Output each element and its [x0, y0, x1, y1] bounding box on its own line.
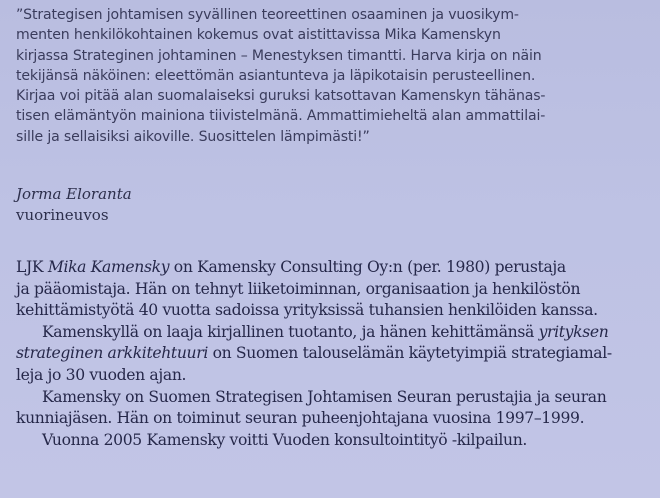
author-name: Mika Kamensky	[47, 258, 170, 276]
bio-line: ja pääomistaja. Hän on tehnyt liiketoiminnan, organisaation ja henkilöstön	[16, 279, 581, 298]
bio-text: LJK	[16, 258, 48, 276]
bio-line	[16, 257, 652, 279]
bio-line: Kamensky on Suomen Strategisen Johtamisen Seuran perustajia ja seuran	[42, 387, 607, 406]
bio-text: Kamenskyllä on laaja kirjallinen tuotanto, ja hänen kehittämänsä	[42, 322, 539, 341]
quote-line: tekijänsä näköinen: eleettömän asiantunteva ja läpikotaisin perusteellinen.	[16, 67, 536, 84]
quote-line: kirjassa Strateginen johtaminen – Menestyksen timantti. Harva kirja on näin	[16, 47, 542, 64]
bio-line	[16, 322, 652, 344]
bio-emphasis: strateginen arkkitehtuuri	[16, 344, 208, 363]
quote-line: sille ja sellaisiksi aikoville. Suosittelen lämpimästi!”	[16, 128, 370, 145]
quote-line: menten henkilökohtainen kokemus ovat aistittavissa Mika Kamenskyn	[16, 27, 501, 44]
bio-line: leja jo 30 vuoden ajan.	[16, 365, 187, 384]
bio-line	[16, 343, 652, 365]
quote-line: ”Strategisen johtamisen syvällinen teoreettinen osaaminen ja vuosikym-	[16, 7, 519, 23]
quote-line: tisen elämäntyön mainiona tiivistelmänä. Ammattimieheltä alan ammattilai-	[16, 108, 546, 125]
attribution-name: Jorma Eloranta	[16, 185, 132, 203]
quote-line: Kirjaa voi pitää alan suomalaiseksi guruksi katsottavan Kamenskyn tähänas-	[16, 88, 546, 105]
bio-text: on Kamensky Consulting Oy:n (per. 1980) perustaja	[169, 258, 566, 276]
bio-line: Vuonna 2005 Kamensky voitti Vuoden konsultointityö -kilpailun.	[42, 430, 528, 449]
bio-text: on Suomen talouselämän käytetyimpiä strategiamal-	[207, 344, 612, 363]
quote-attribution	[16, 184, 132, 226]
bio-line: kunniajäsen. Hän on toiminut seuran puheenjohtajana vuosina 1997–1999.	[16, 409, 585, 428]
author-biography	[16, 257, 652, 451]
testimonial-quote	[16, 5, 648, 147]
bio-emphasis: yrityksen	[538, 322, 609, 341]
bio-line: kehittämistyötä 40 vuotta sadoissa yrityksissä tuhansien henkilöiden kanssa.	[16, 301, 598, 320]
attribution-role: vuorineuvos	[16, 206, 109, 224]
